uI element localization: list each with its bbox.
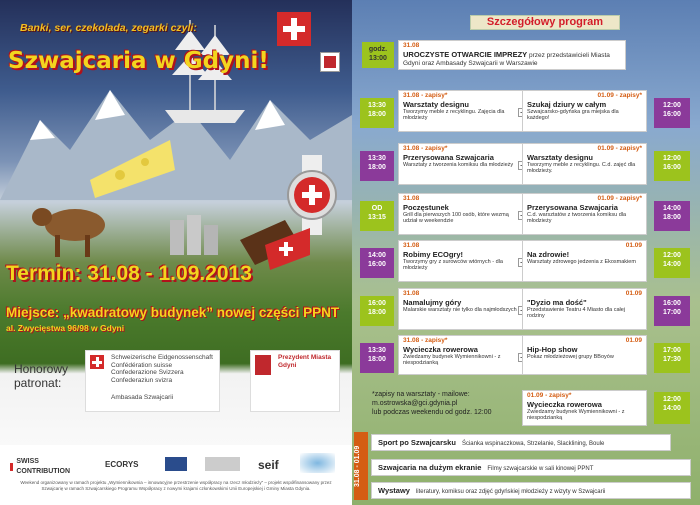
row-right-time: 12:00 16:00: [654, 151, 690, 181]
honorary-patronage-label: Honorowy patronat:: [14, 362, 69, 390]
last-time: 12:00 14:00: [654, 392, 690, 424]
bottom-row-cinema: Szwajcaria na dużym ekranie Filmy szwajcarskie w sali kinowej PPNT: [371, 459, 691, 476]
opening-time: godz. 13:00: [362, 42, 394, 68]
cow-illustration: [30, 195, 110, 265]
swiss-flag-icon: [277, 12, 311, 46]
signup-info: *zapisy na warsztaty - mailowe: m.ostrowska@gci.gdynia.pl lub podczas weekendu od godz. 12:00: [372, 391, 492, 416]
row-right-time: 12:00 14:00: [654, 248, 690, 278]
swiss-contribution-logo: SWISS CONTRIBUTION: [10, 457, 70, 477]
row-right-card: 01.09 - zapisy* Warsztaty designu Tworzymy meble z recyklingu. C.d. zajęć dla młodzieży.: [522, 143, 647, 185]
partner-logo-1: [165, 457, 187, 471]
row-right-card: 01.09 - zapisy* Szukaj dziury w całym Szwajcarsko-gdyńska gra miejska dla każdego!: [522, 90, 647, 132]
row-left-card: 31.08 - zapisy* Wycieczka rowerowa Zwiedzamy budynek Wymiennikowni - z niespodzianką: [398, 335, 523, 375]
footer-note: Weekend organizowany w ramach projektu „Wymiennikownia – innowacyjne przestrzenie współpracy na rzecz młodzieży” – projekt współfinansowany przez Szwajcarię w ramach Szwajcarskiego Programu Współpracy z nowymi krajami członkowskimi Unii Europejskiej i Gminy Miasta Gdynia.: [20, 480, 332, 491]
row-left-card: 31.08 Robimy ECOgry! Tworzymy gry z surowców wtórnych - dla młodzieży: [398, 240, 523, 282]
event-date: Termin: 31.08 - 1.09.2013: [6, 262, 252, 285]
weekend-range-label: 31.08 - 01.09: [354, 432, 368, 500]
row-left-time: OD 13:15: [360, 201, 394, 231]
patron-swiss: Schweizerische Eidgenossenschaft Confédération suisse Confederazione Svizzera Confederaziun svizra Ambasada Szwajcarii: [85, 350, 220, 412]
gdynia-flag-icon: [320, 52, 340, 72]
row-right-time: 12:00 16:00: [654, 98, 690, 128]
gdynia-coat-icon: [255, 355, 271, 375]
row-left-time: 13:30 18:00: [360, 343, 394, 373]
row-left-time: 14:00 16:00: [360, 248, 394, 278]
row-left-time: 16:00 18:00: [360, 296, 394, 326]
bottom-row-sport: Sport po Szwajcarsku Ścianka wspinaczkowa, Strzelanie, Slacklining, Boule: [371, 434, 671, 451]
row-left-card: 31.08 - zapisy* Warsztaty designu Tworzymy meble z recyklingu. Zajęcia dla młodzieży: [398, 90, 523, 132]
program-title: Szczegółowy program: [470, 15, 620, 30]
row-right-card: 01.09 Na zdrowie! Warsztaty zdrowego jedzenia z Ekosmakiem: [522, 240, 647, 282]
row-left-card: 31.08 - zapisy* Przerysowana Szwajcaria Warsztaty z tworzenia komiksu dla młodzieży: [398, 143, 523, 185]
poster-title: Szwajcaria w Gdyni!: [8, 48, 269, 74]
partner-logo-3: [300, 453, 335, 473]
last-card: 01.09 - zapisy* Wycieczka rowerowa Zwiedzamy budynek Wymiennikowni - z niespodzianką: [522, 390, 647, 426]
program-panel: [352, 0, 700, 505]
opening-card: 31.08 UROCZYSTE OTWARCIE IMPREZY przez przedstawicieli Miasta Gdyni oraz Ambasady Szwajcarii w Warszawie: [398, 40, 626, 70]
row-right-time: 16:00 17:00: [654, 296, 690, 326]
coins-illustration: [165, 210, 225, 260]
event-location: Miejsce: „kwadratowy budynek” nowej części PPNT: [6, 305, 340, 320]
ecorys-logo: ECORYS: [105, 460, 139, 469]
poster-subtitle: Banki, ser, czekolada, zegarki czyli:: [20, 22, 197, 34]
row-right-time: 14:00 18:00: [654, 201, 690, 231]
bottom-row-exhibitions: Wystawy literatury, komiksu oraz zdjęć gdyńskiej młodzieży z wizyty w Szwajcarii: [371, 482, 691, 499]
row-left-card: 31.08 Namalujmy góry Malarskie warsztaty nie tylko dla najmłodszych: [398, 288, 523, 330]
cheese-illustration: [90, 140, 180, 200]
row-right-time: 17:00 17:30: [654, 343, 690, 373]
partner-logo-2: [205, 457, 240, 471]
row-right-card: 01.09 Hip-Hop show Pokaz młodzieżowej grupy BBoyów: [522, 335, 647, 375]
row-left-time: 13:30 18:00: [360, 98, 394, 128]
footer-logos: [0, 445, 352, 505]
patron-gdynia: Prezydent Miasta Gdyni: [250, 350, 340, 412]
seif-logo: seif: [258, 458, 279, 472]
row-left-card: 31.08 Poczęstunek Grill dla pierwszych 100 osób, które wezmą udział w weekendzie: [398, 193, 523, 235]
swiss-coat-icon: [90, 355, 104, 369]
row-left-time: 13:30 18:00: [360, 151, 394, 181]
event-address: al. Zwycięstwa 96/98 w Gdyni: [6, 323, 125, 333]
row-right-card: 01.09 - zapisy* Przerysowana Szwajcaria C.d. warsztatów z tworzenia komiksu dla młodzieży: [522, 193, 647, 235]
row-right-card: 01.09 "Dyzio ma dość" Przedstawienie Teatru 4 Miasto dla całej rodziny: [522, 288, 647, 330]
